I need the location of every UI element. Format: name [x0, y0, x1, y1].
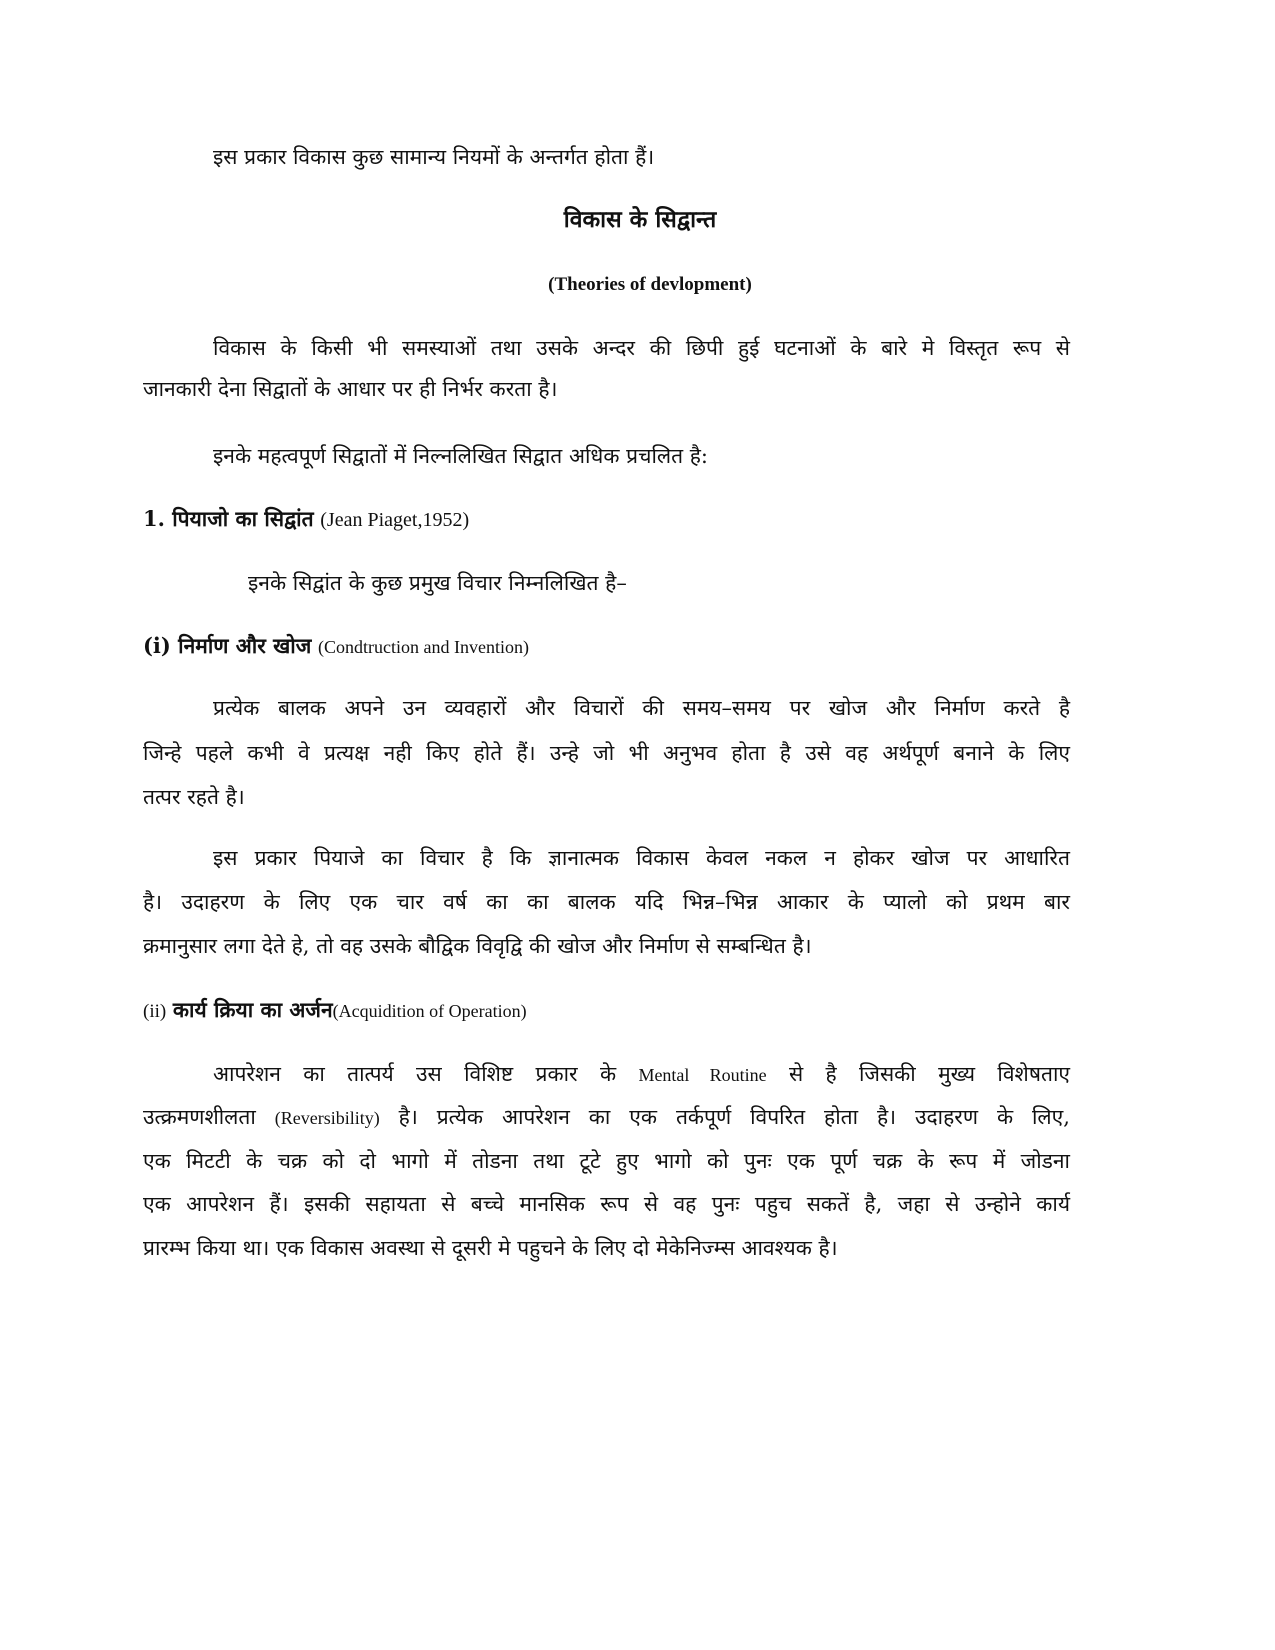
- sub1-heading: (i) निर्माण और खोज: [143, 633, 312, 658]
- theory1-heading: 1. पियाजो का सिद्वांत: [143, 506, 314, 531]
- theory1-heading-row: [143, 504, 469, 535]
- sub2-para-line5: प्रारम्भ किया था। एक विकास अवस्था से दूसरी मे पहुचने के लिए दो मेकेनिज्म्स आवश्यक है।: [143, 1236, 838, 1260]
- sub2-para-line2-a: उत्क्रमणशीलता: [143, 1105, 256, 1129]
- sub2-numeral: (ii): [143, 1001, 167, 1022]
- para2: इनके महत्वपूर्ण सिद्वातों में निल्नलिखित सिद्वात अधिक प्रचलित है:: [213, 444, 708, 468]
- theory1-intro: इनके सिद्वांत के कुछ प्रमुख विचार निम्नलिखित है–: [248, 571, 627, 595]
- intro-sentence: इस प्रकार विकास कुछ सामान्य नियमों के अन्तर्गत होता हैं।: [213, 145, 655, 169]
- sub1-para-b-line1: इस प्रकार पियाजे का विचार है कि ज्ञानात्मक विकास केवल नकल न होकर खोज पर आधारित: [213, 846, 1070, 870]
- section-subtitle: (Theories of devlopment): [548, 274, 752, 295]
- sub2-para-line1-en: Mental Routine: [638, 1065, 767, 1085]
- sub2-para-line1: [213, 1059, 1070, 1090]
- sub2-heading: कार्य क्रिया का अर्जन: [172, 997, 333, 1022]
- sub1-para-a-line1: प्रत्येक बालक अपने उन व्यवहारों और विचारों की समय–समय पर खोज और निर्माण करते है: [213, 696, 1070, 720]
- sub2-para-line1-b: से है जिसकी मुख्य विशेषताए: [788, 1062, 1070, 1086]
- sub2-heading-row: [143, 995, 527, 1027]
- sub1-para-b-line2: है। उदाहरण के लिए एक चार वर्ष का का बालक यदि भिन्न–भिन्न आकार के प्यालो को प्रथम बार: [143, 890, 1070, 914]
- sub2-para-line3: एक मिटटी के चक्र को दो भागो में तोडना तथा टूटे हुए भागो को पुनः एक पूर्ण चक्र के रूप में जोडना: [143, 1149, 1070, 1173]
- sub1-para-b-line3: क्रमानुसार लगा देते हे, तो वह उसके बौद्विक विवृद्वि की खोज और निर्माण से सम्बन्धित है।: [143, 934, 812, 958]
- para1-line2: जानकारी देना सिद्वातों के आधार पर ही निर्भर करता है।: [143, 377, 558, 401]
- sub2-para-line2: [143, 1102, 1070, 1133]
- para1-line1: विकास के किसी भी समस्याओं तथा उसके अन्दर की छिपी हुई घटनाओं के बारे मे विस्तृत रूप से: [213, 336, 1070, 360]
- sub1-english: (Condtruction and Invention): [318, 637, 529, 657]
- sub2-para-line4: एक आपरेशन हैं। इसकी सहायता से बच्चे मानसिक रूप से वह पुनः पहुच सकतें है, जहा से उन्होने कार्य: [143, 1192, 1070, 1216]
- sub2-english: (Acquidition of Operation): [332, 1001, 527, 1021]
- sub1-heading-row: [143, 631, 529, 662]
- sub1-para-a-line3: तत्पर रहते है।: [143, 785, 245, 809]
- sub2-para-line1-a: आपरेशन का तात्पर्य उस विशिष्ट प्रकार के: [213, 1062, 617, 1086]
- theory1-reference: (Jean Piaget,1952): [320, 509, 470, 531]
- sub2-para-line2-b: है। प्रत्येक आपरेशन का एक तर्कपूर्ण विपरित होता है। उदाहरण के लिए,: [398, 1105, 1070, 1129]
- sub2-para-line2-en: (Reversibility): [274, 1108, 380, 1128]
- section-title: विकास के सिद्वान्त: [563, 206, 717, 233]
- sub1-para-a-line2: जिन्हे पहले कभी वे प्रत्यक्ष नही किए होते हैं। उन्हे जो भी अनुभव होता है उसे वह अर्थपूर्ण बनाने के लिए: [143, 741, 1070, 765]
